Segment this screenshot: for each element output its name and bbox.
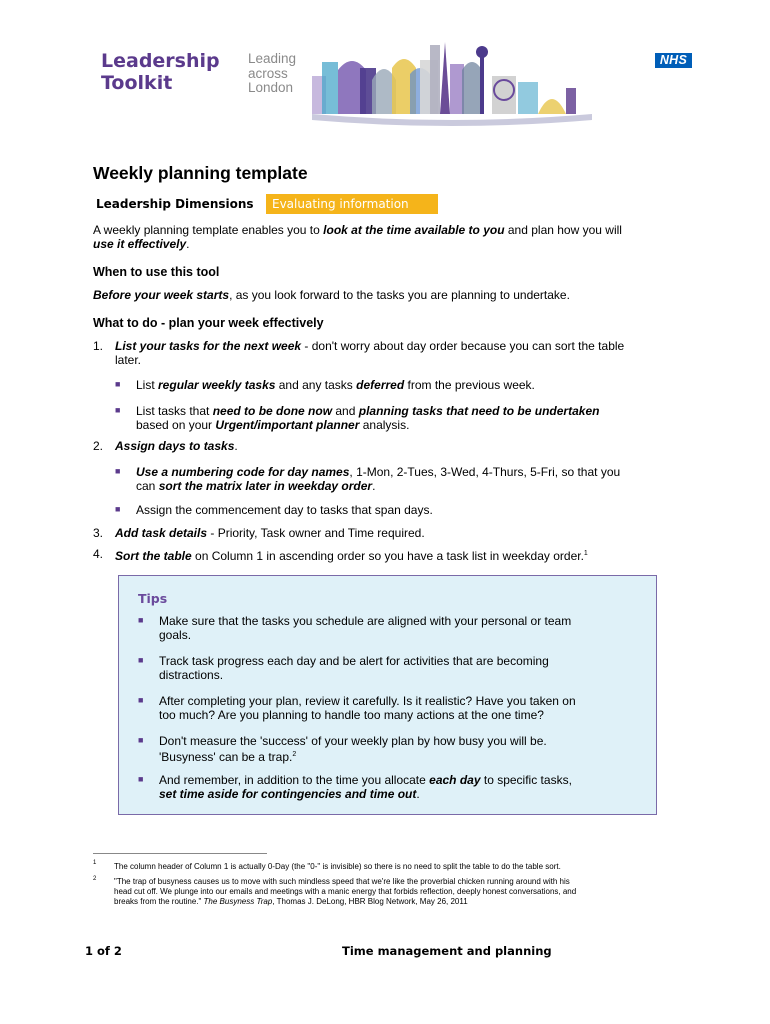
step-4-number: 4. [93, 547, 104, 561]
step-3-number: 3. [93, 526, 104, 540]
intro-line-1 [93, 223, 622, 237]
step-2-number: 2. [93, 439, 104, 453]
tip-4-line-1: Don't measure the 'success' of your weekly plan by how busy you will be. [159, 734, 547, 748]
bullet-square-icon: ■ [138, 615, 144, 625]
bullet-square-icon: ■ [138, 774, 144, 784]
step-4-a: Sort the table [115, 549, 192, 563]
b1-e: from the previous week. [404, 378, 535, 392]
when-text [93, 288, 570, 302]
b2-d: planning tasks that need to be undertaken [358, 404, 600, 418]
leadership-dimensions-label: Leadership Dimensions [96, 197, 254, 211]
footnote-2-number: 2 [93, 876, 97, 882]
bullet-square-icon: ■ [138, 655, 144, 665]
bullet-square-icon: ■ [138, 695, 144, 705]
b1-c: and any tasks [275, 378, 357, 392]
intro-text-d: use it effectively [93, 237, 187, 251]
b1-a: List [136, 378, 159, 392]
tip-1-line-2: goals. [159, 628, 192, 642]
footnote-2-line-1: "The trap of busyness causes us to move with such mindless speed that we're like the proverbial chicken running around with his [114, 877, 570, 886]
b2-e: based on your [136, 418, 216, 432]
tips-heading: Tips [138, 591, 168, 606]
footer-section-title: Time management and planning [342, 944, 552, 958]
leadership-toolkit-logo [101, 50, 220, 94]
bullet-square-icon: ■ [115, 405, 121, 415]
bullet-2-line-1 [136, 404, 599, 418]
step-2 [115, 439, 238, 453]
tip-2-line-2: distractions. [159, 668, 224, 682]
intro-text-c: and plan how you will [504, 223, 622, 237]
step-4-b: on Column 1 in ascending order so you have a task list in weekday order. [191, 549, 584, 563]
b2-c: and [332, 404, 359, 418]
nhs-logo: NHS [655, 53, 692, 68]
bullet-square-icon: ■ [115, 466, 121, 476]
toolkit-line-2: Toolkit [101, 72, 173, 94]
fn2-e: , Thomas J. DeLong, HBR Blog Network, May 26, 2011 [272, 897, 468, 906]
b3-e: . [372, 479, 376, 493]
b2-b: need to be done now [212, 404, 333, 418]
fn2-d: The Busyness Trap [203, 897, 273, 906]
b3-b: , 1-Mon, 2-Tues, 3-Wed, 4-Thurs, 5-Fri, so that you [349, 465, 621, 479]
b2-g: analysis. [359, 418, 410, 432]
tip-4-b: 'Busyness' can be a trap. [159, 750, 293, 764]
footnote-2-line-2: head cut off. We plunge into our emails and meetings with a manic energy that forbids reflection, deeply honest conversations, and [114, 887, 577, 896]
step-2-a: Assign days to tasks [115, 439, 235, 453]
b2-a: List tasks that [136, 404, 213, 418]
tip-2-line-1: Track task progress each day and be alert for activities that are becoming [159, 654, 549, 668]
intro-line-2 [93, 237, 190, 251]
bullet-square-icon: ■ [115, 379, 121, 389]
footnote-ref-2[interactable]: 2 [292, 751, 297, 758]
footnote-2-line-3 [114, 897, 468, 907]
tip-3-line-1: After completing your plan, review it carefully. Is it realistic? Have you taken on [159, 694, 576, 708]
bullet-3-line-2 [136, 479, 375, 493]
step-1-b: - don't worry about day order because you can sort the table [301, 339, 625, 353]
tip-5-d: set time aside for contingencies and time out [159, 787, 417, 801]
page-number: 1 of 2 [85, 944, 122, 958]
intro-text-e: . [186, 237, 190, 251]
when-heading: When to use this tool [93, 265, 220, 279]
intro-text-b: look at the time available to you [323, 223, 505, 237]
b1-b: regular weekly tasks [158, 378, 276, 392]
step-4 [115, 547, 588, 563]
bullet-3-line-1 [136, 465, 620, 479]
tip-4-line-2 [159, 748, 296, 764]
tip-5-b: each day [429, 773, 481, 787]
fn2-c: breaks from the routine." [114, 897, 204, 906]
tip-5-e: . [416, 787, 420, 801]
bullet-1 [136, 378, 535, 392]
page-title: Weekly planning template [93, 163, 308, 183]
step-3-b: - Priority, Task owner and Time required. [207, 526, 425, 540]
step-1-line-2: later. [115, 353, 142, 367]
b3-a: Use a numbering code for day names [136, 465, 350, 479]
b3-c: can [136, 479, 159, 493]
footnote-1-number: 1 [93, 860, 97, 866]
tip-5-c: to specific tasks, [480, 773, 572, 787]
london-skyline-illustration [312, 40, 602, 130]
step-3 [115, 526, 425, 540]
lal-line-2: across [248, 65, 288, 81]
b3-d: sort the matrix later in weekday order [158, 479, 373, 493]
step-1-line-1 [115, 339, 624, 353]
step-1-a: List your tasks for the next week [115, 339, 302, 353]
tip-5-a: And remember, in addition to the time you allocate [159, 773, 430, 787]
tip-3-line-2: too much? Are you planning to handle too many actions at the one time? [159, 708, 544, 722]
lal-line-3: London [248, 80, 294, 95]
bullet-square-icon: ■ [115, 504, 121, 514]
step-3-a: Add task details [115, 526, 208, 540]
step-2-b: . [234, 439, 238, 453]
dimension-badge: Evaluating information [266, 194, 438, 214]
tip-5-line-1 [159, 773, 572, 787]
footnote-1: The column header of Column 1 is actually 0-Day (the "0-" is invisible) so there is no need to split the table to do the table sort. [114, 862, 561, 871]
b2-f: Urgent/important planner [215, 418, 360, 432]
footnote-ref-1[interactable]: 1 [583, 550, 588, 557]
lal-line-1: Leading [248, 51, 297, 66]
leading-across-london-logo [248, 52, 296, 96]
bullet-2-line-2 [136, 418, 409, 432]
bullet-square-icon: ■ [138, 735, 144, 745]
tip-1-line-1: Make sure that the tasks you schedule are aligned with your personal or team [159, 614, 572, 628]
footnote-divider [93, 853, 267, 854]
when-text-a: Before your week starts [93, 288, 230, 302]
step-1-number: 1. [93, 339, 104, 353]
what-heading: What to do - plan your week effectively [93, 316, 324, 330]
tip-5-line-2 [159, 787, 420, 801]
intro-text-a: A weekly planning template enables you to [93, 223, 324, 237]
bullet-4: Assign the commencement day to tasks that span days. [136, 503, 433, 517]
b1-d: deferred [356, 378, 405, 392]
when-text-b: , as you look forward to the tasks you are planning to undertake. [229, 288, 570, 302]
toolkit-line-1: Leadership [101, 50, 220, 72]
